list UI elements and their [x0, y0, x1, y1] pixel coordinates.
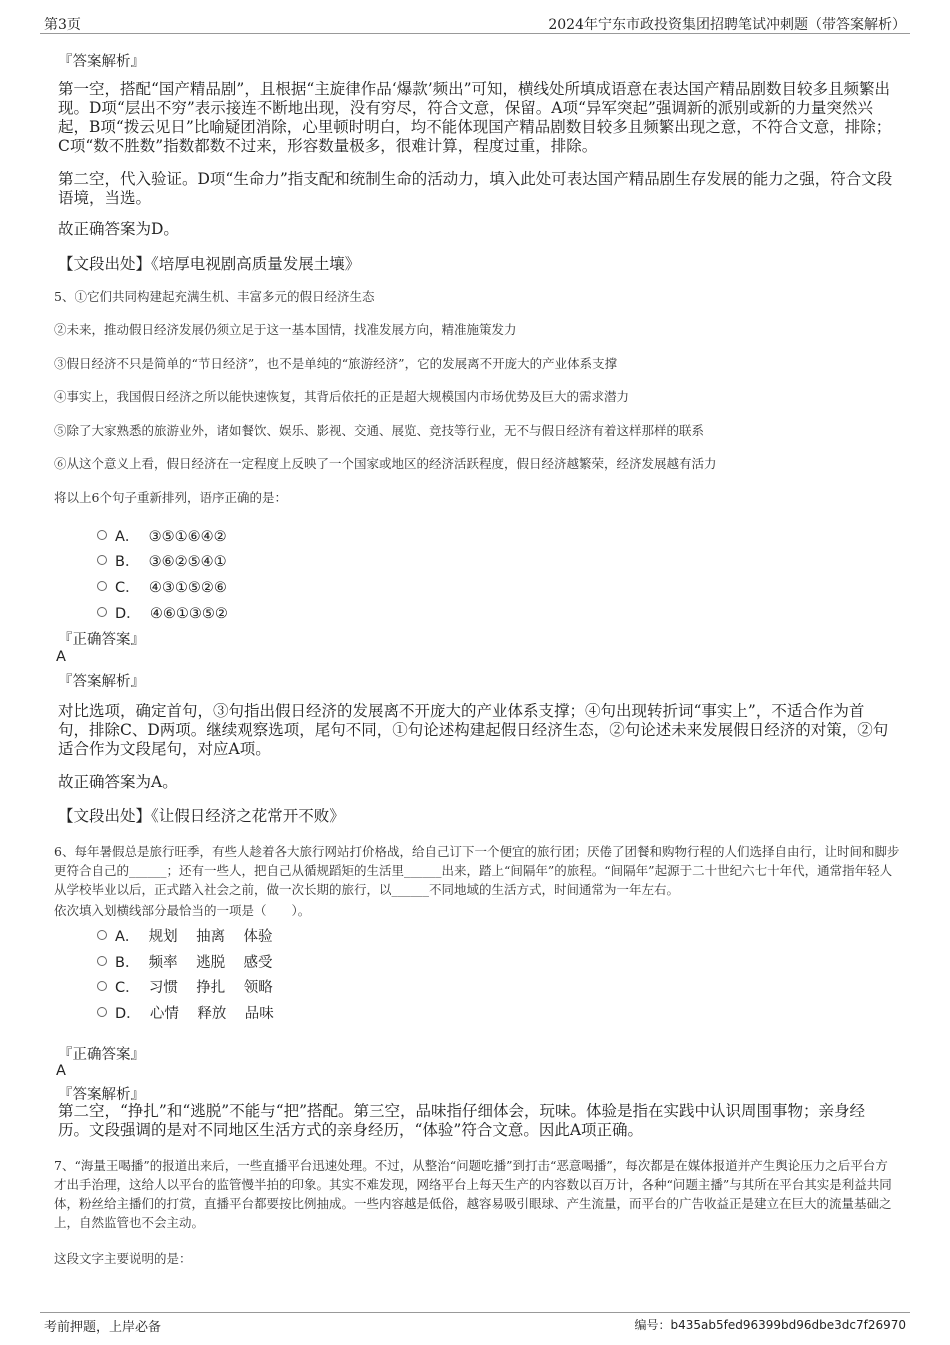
page-number: 第3页: [44, 17, 81, 33]
q5-source: 【文段出处】《让假日经济之花常开不败》: [58, 807, 345, 825]
q4-analysis-label: 『答案解析』: [58, 54, 145, 70]
q5-analysis-label: 『答案解析』: [58, 674, 145, 690]
q5-correct-label: 『正确答案』: [58, 632, 145, 648]
q5-stem-1: 5、①它们共同构建起充满生机、丰富多元的假日经济生态: [54, 289, 375, 304]
q6-correct-answer: A: [56, 1063, 66, 1079]
q5-analysis-p1: 对比选项，确定首句，③句指出假日经济的发展离不开庞大的产业体系支撑；④句出现转折词“事实上”，不适合作为首句，排除C、D两项。继续观察选项，尾句不同，①句论述构建起假日经济生态，②句论述未来发展假日经济的对策，②句适合作为文段尾句，对应A项。: [58, 702, 889, 758]
q6-question: 依次填入划横线部分最恰当的一项是（ ）。: [54, 903, 311, 918]
q6-correct-label: 『正确答案』: [58, 1047, 145, 1063]
radio-icon[interactable]: [97, 607, 107, 617]
page-header: [40, 10, 910, 34]
radio-icon[interactable]: [97, 930, 107, 940]
radio-icon[interactable]: [97, 555, 107, 565]
q6-analysis-p1: 第二空，“挣扎”和“逃脱”不能与“把”搭配。第三空，品味指仔细体会，玩味。体验是指在实践中认识周围事物；亲身经历。文段强调的是对不同地区生活方式的亲身经历，“体验”符合文意。因此A项正确。: [58, 1102, 866, 1139]
q5-correct-answer: A: [56, 649, 66, 665]
q4-source: 【文段出处】《培厚电视剧高质量发展土壤》: [58, 255, 361, 273]
radio-icon[interactable]: [97, 956, 107, 966]
q5-stem-5: ⑤除了大家熟悉的旅游业外，诸如餐饮、娱乐、影视、交通、展览、竞技等行业，无不与假日经济有着这样那样的联系: [54, 423, 705, 438]
document-id: 编号：b435ab5fed96399bd96dbe3dc7f26970: [634, 1318, 906, 1332]
q7-question: 这段文字主要说明的是：: [54, 1251, 192, 1266]
q6-stem: 6、每年暑假总是旅行旺季，有些人趁着各大旅行网站打价格战，给自己订下一个便宜的旅行团；厌倦了团餐和购物行程的人们选择自由行，让时间和脚步更符合自己的______；还有一些人，把自己从循规蹈矩的生活里______出来，踏上“间隔年”的旅程。“间隔年”起源于二十世纪六七十年代，通常指年轻人从学校毕业以后，正式踏入社会之前，做一次长期的旅行，以______不同地域的生活方式，时间通常为一年左右。: [54, 844, 900, 897]
footer-slogan: 考前押题，上岸必备: [44, 1320, 162, 1335]
page-footer: [40, 1312, 910, 1336]
q4-answer: 故正确答案为D。: [58, 220, 179, 238]
q4-analysis-p1: 第一空，搭配“国产精品剧”，且根据“主旋律作品‘爆款’频出”可知，横线处所填成语意在表达国产精品剧数目较多且频繁出现。D项“层出不穷”表示接连不断地出现，没有穷尽，符合文意，保留。A项“异军突起”强调新的派别或新的力量突然兴起，B项“拨云见日”比喻疑团消除，心里顿时明白，均不能体现国产精品剧数目较多且频繁出现之意，不符合文意，排除；C项“数不胜数”指数都数不过来，形容数量极多，很难计算，程度过重，排除。: [58, 80, 892, 155]
q5-answer: 故正确答案为A。: [58, 773, 178, 791]
q4-analysis-p2: 第二空，代入验证。D项“生命力”指支配和统制生命的活动力，填入此处可表达国产精品剧生存发展的能力之强，符合文段语境，当选。: [58, 170, 893, 207]
radio-icon[interactable]: [97, 581, 107, 591]
q6-analysis-label: 『答案解析』: [58, 1087, 145, 1103]
radio-icon[interactable]: [97, 530, 107, 540]
q5-question: 将以上6个句子重新排列，语序正确的是：: [54, 490, 287, 505]
radio-icon[interactable]: [97, 1007, 107, 1017]
q5-stem-2: ②未来，推动假日经济发展仍须立足于这一基本国情，找准发展方向，精准施策发力: [54, 322, 517, 337]
q5-stem-6: ⑥从这个意义上看，假日经济在一定程度上反映了一个国家或地区的经济活跃程度，假日经济越繁荣，经济发展越有活力: [54, 456, 717, 471]
q5-stem-3: ③假日经济不只是简单的“节日经济”，也不是单纯的“旅游经济”，它的发展离不开庞大的产业体系支撑: [54, 356, 618, 371]
radio-icon[interactable]: [97, 981, 107, 991]
q7-stem: 7、“海量王喝播”的报道出来后，一些直播平台迅速处理。不过，从整治“问题吃播”到打击“恶意喝播”，每次都是在媒体报道并产生舆论压力之后平台方才出手治理，这给人以平台的监管慢半拍的印象。其实不难发现，网络平台上每天生产的内容数以百万计，各种“问题主播”与其所在平台其实是利益共同体，粉丝给主播们的打赏，直播平台都要按比例抽成。一些内容越是低俗，越容易吸引眼球、产生流量，而平台的广告收益正是建立在巨大的流量基础之上，自然监管也不会主动。: [54, 1158, 892, 1230]
q5-stem-4: ④事实上，我国假日经济之所以能快速恢复，其背后依托的正是超大规模国内市场优势及巨大的需求潜力: [54, 389, 630, 404]
document-title: 2024年宁东市政投资集团招聘笔试冲刺题（带答案解析）: [548, 17, 906, 33]
